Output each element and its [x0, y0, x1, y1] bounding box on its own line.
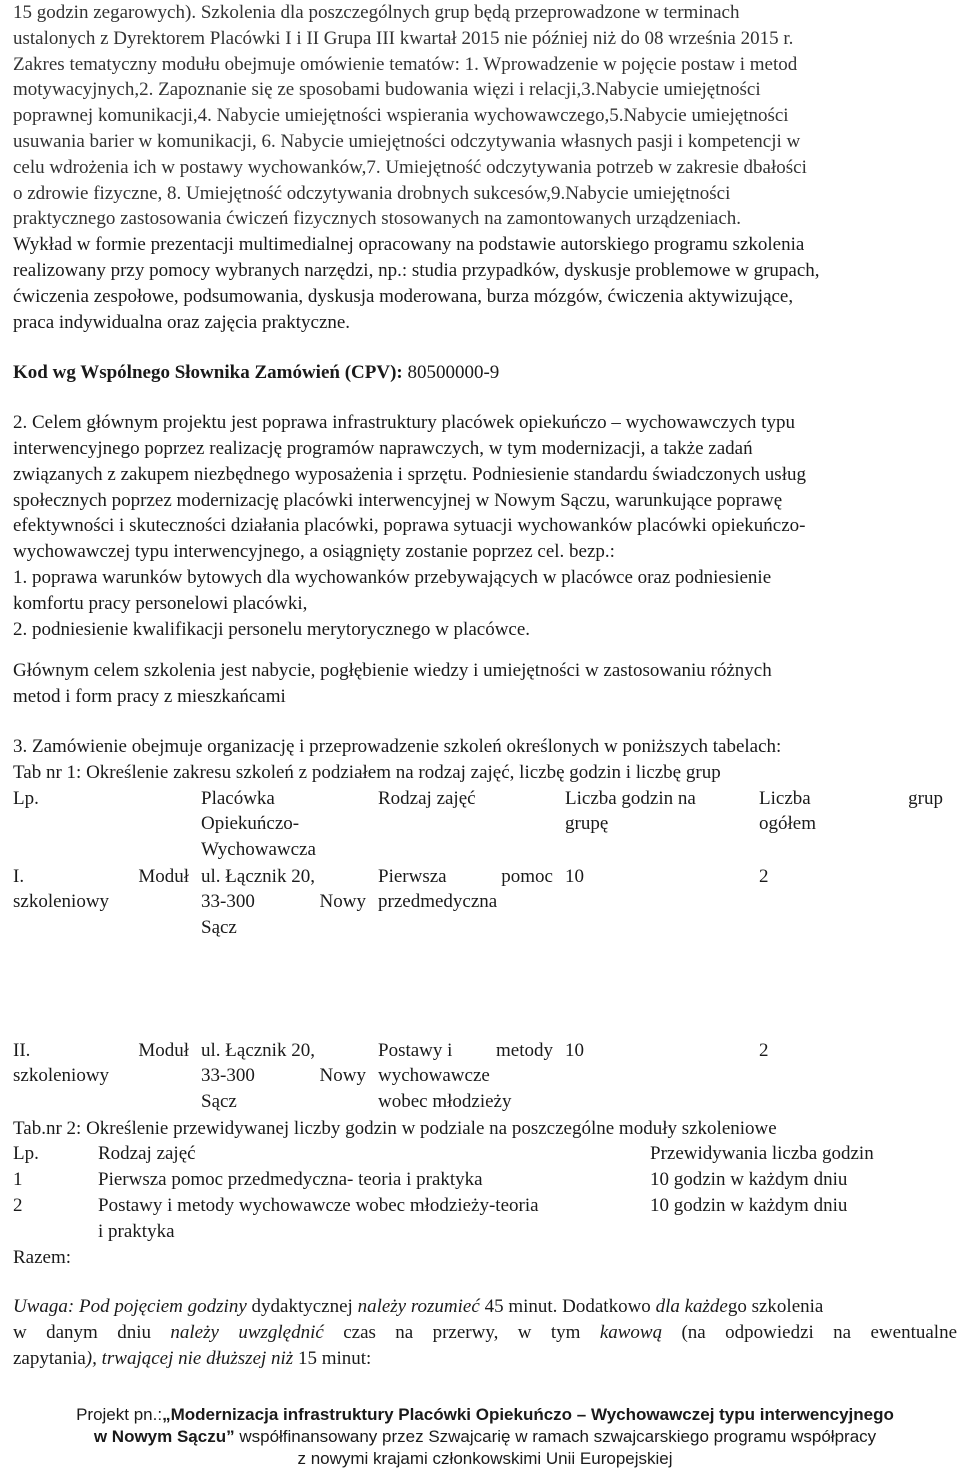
grup-cell: 2	[759, 865, 769, 887]
intro-line: 15 godzin zegarowych). Szkolenia dla poszczególnych grup będą przeprowadzone w terminach	[13, 2, 740, 23]
cell-text: Nowy	[319, 1065, 366, 1087]
section-3	[13, 734, 957, 786]
note-text: 45 minut. Dodatkowo	[479, 1296, 656, 1318]
intro-section	[13, 0, 957, 335]
section-2-line: społecznych poprzez modernizację placówki interwencyjnej w Nowym Sączu, warunkujące poprawę	[13, 489, 783, 511]
footer-line	[13, 1426, 957, 1448]
grup-cell: 2	[759, 1039, 769, 1061]
note-text: go szkolenia	[727, 1296, 824, 1318]
cell-text: 33-300	[201, 891, 255, 913]
table-1-header-row	[13, 786, 943, 864]
document-page	[13, 0, 957, 1468]
note-text: (na odpowiedzi na ewentualne	[662, 1322, 957, 1344]
address-cell	[201, 864, 378, 1038]
section-2-line: 2. podniesienie kwalifikacji personelu merytorycznego w placówce.	[13, 618, 531, 640]
cell-text: szkoleniowy	[13, 891, 110, 913]
table-2-caption: Tab.nr 2: Określenie przewidywanej liczby godzin w podziale na poszczególne moduły szkoleniowe	[13, 1117, 777, 1139]
header-grup	[759, 786, 943, 864]
cell-text: Postawy i	[378, 1039, 453, 1061]
cell-text: szkoleniowy	[13, 1065, 110, 1087]
godzin-cell: 10	[565, 1039, 584, 1061]
section-2-line: 2. Celem głównym projektu jest poprawa infrastruktury placówek opiekuńczo – wychowawczych typu	[13, 412, 795, 434]
header-text: Wychowawcza	[201, 839, 316, 861]
cell-text: ul. Łącznik 20,	[201, 1039, 315, 1061]
address-cell	[201, 1038, 378, 1116]
intro-line: realizowany przy pomocy wybranych narzędzi, np.: studia przypadków, dyskusje problemowe w grupach,	[13, 259, 820, 281]
note-paragraph	[13, 1294, 957, 1371]
cell-text: Pierwsza	[378, 865, 447, 887]
rodzaj-cell	[378, 1038, 565, 1116]
header-text: Liczba	[759, 787, 811, 809]
note-line	[13, 1320, 957, 1346]
cell-text: ul. Łącznik 20,	[201, 865, 315, 887]
header-text: grup	[908, 787, 943, 809]
footer-project-title: „Modernizacja infrastruktury Placówki Opiekuńczo – Wychowawczej typu interwencyjnego	[162, 1405, 894, 1424]
intro-line: celu wdrożenia ich w postawy wychowanków,7. Umiejętność odczytywania potrzeb w zakresie dbałości	[13, 156, 807, 178]
section-2-line: związanych z zakupem niezbędnego wyposażenia i sprzętu. Podniesienie standardu świadczonych usług	[13, 463, 806, 485]
section-2-line: wychowawczej typu interwencyjnego, a osiągnięty zostanie poprzez cel. bezp.:	[13, 541, 615, 563]
page-footer	[13, 1404, 957, 1470]
note-text: dydaktycznej	[246, 1296, 358, 1318]
cell-text: wobec młodzieży	[378, 1091, 512, 1113]
intro-line: Zakres tematyczny modułu obejmuje omówienie tematów: 1. Wprowadzenie w pojęcie postaw i metod	[13, 53, 798, 75]
cell-text: II.	[13, 1039, 31, 1061]
note-line	[13, 1346, 957, 1372]
note-text: w danym dniu	[13, 1322, 171, 1344]
intro-line: poprawnej komunikacji,4. Nabycie umiejętności wspierania wychowawczego,5.Nabycie umiejętności	[13, 105, 789, 127]
footer-line: z nowymi krajami członkowskimi Unii Europejskiej	[297, 1449, 673, 1468]
section-2	[13, 410, 957, 710]
cell-text: 33-300	[201, 1065, 255, 1087]
section-3-line: 3. Zamówienie obejmuje organizację i przeprowadzenie szkoleń określonych w poniższych tabelach:	[13, 735, 782, 757]
intro-line: ustalonych z Dyrektorem Placówki I i II Grupa III kwartał 2015 nie później niż do 08 września 2015 r.	[13, 27, 794, 49]
module-cell	[13, 864, 201, 1038]
header-placowka	[201, 786, 378, 864]
header-text: ogółem	[759, 813, 816, 835]
training-goal-line: metod i form pracy z mieszkańcami	[13, 686, 286, 708]
section-2-line: komfortu pracy personelowi placówki,	[13, 592, 308, 614]
note-text: zapytania	[13, 1347, 86, 1369]
cell-text: przedmedyczna	[378, 891, 498, 913]
cell-text: Moduł	[138, 1039, 189, 1061]
cell-text: Sącz	[201, 1091, 237, 1113]
footer-project-title: w Nowym Sączu”	[93, 1427, 235, 1446]
table-2	[13, 1141, 903, 1270]
cell-text: pomoc	[501, 865, 553, 887]
header-rodzaj: Rodzaj zajęć	[98, 1143, 196, 1165]
intro-line: praktycznego zastosowania ćwiczeń fizycznych stosowanych na zamontowanych urządzeniach.	[13, 208, 742, 230]
table-row	[13, 1193, 903, 1245]
intro-line: motywacyjnych,2. Zapoznanie się ze sposobami budowania więzi i relacji,3.Nabycie umiejętności	[13, 79, 761, 101]
cpv-label: Kod wg Wspólnego Słownika Zamówień (CPV):	[13, 362, 403, 384]
header-lp: Lp.	[13, 1143, 39, 1165]
footer-text: współfinansowany przez Szwajcarię w ramach szwajcarskiego programu współpracy	[234, 1427, 877, 1446]
footer-text: Projekt pn.:	[76, 1405, 163, 1424]
rodzaj-cell	[98, 1193, 650, 1245]
header-text: Liczba godzin na	[565, 787, 696, 809]
godzin-cell: 10 godzin w każdym dniu	[650, 1194, 848, 1216]
header-text: grupę	[565, 813, 609, 835]
rodzaj-cell	[378, 864, 565, 1038]
header-lp: Lp.	[13, 787, 39, 809]
cell-text: metody	[496, 1039, 553, 1061]
note-line	[13, 1294, 957, 1320]
section-2-line: 1. poprawa warunków bytowych dla wychowanków przebywających w placówce oraz podniesienie	[13, 566, 772, 588]
cell-text: wychowawcze	[378, 1065, 490, 1087]
intro-line: usuwania barier w komunikacji, 6. Nabycie umiejętności odczytywania własnych pasji i kompetencji w	[13, 130, 801, 152]
cpv-value: 80500000-9	[402, 362, 500, 384]
godzin-cell: 10	[565, 865, 584, 887]
cell-text: Sącz	[201, 917, 237, 939]
header-text: Opiekuńczo-	[201, 813, 300, 835]
intro-line: ćwiczenia zespołowe, podsumowania, dyskusja moderowana, burza mózgów, ćwiczenia aktywizujące,	[13, 285, 794, 307]
note-italic: Uwaga: Pod pojęciem godziny	[13, 1296, 247, 1318]
cell-text: Moduł	[138, 865, 189, 887]
intro-line: Wykład w formie prezentacji multimedialnej opracowany na podstawie autorskiego programu szkolenia	[13, 234, 805, 256]
section-2-line: efektywności i skuteczności działania placówki, poprawa sytuacji wychowanków placówki opiekuńczo-	[13, 515, 806, 537]
total-label: Razem:	[13, 1246, 72, 1268]
lp-cell: 2	[13, 1194, 23, 1216]
note-text: 15 minut:	[293, 1347, 372, 1369]
cell-text: I.	[13, 865, 25, 887]
training-goal-line: Głównym celem szkolenia jest nabycie, pogłębienie wiedzy i umiejętności w zastosowaniu różnych	[13, 660, 772, 682]
cpv-code	[13, 360, 957, 386]
table-1-caption: Tab nr 1: Określenie zakresu szkoleń z podziałem na rodzaj zajęć, liczbę godzin i liczbę grup	[13, 761, 721, 783]
table-2-total-row	[13, 1245, 903, 1271]
godzin-cell: 10 godzin w każdym dniu	[650, 1169, 848, 1191]
note-italic: kawową	[599, 1322, 663, 1344]
table-1	[13, 786, 943, 1116]
table-row	[13, 864, 943, 1038]
intro-line: o zdrowie fizyczne, 8. Umiejętność odczytywania drobnych sukcesów,9.Nabycie umiejętności	[13, 182, 731, 204]
note-italic: ), trwającej nie dłuższej niż	[85, 1347, 294, 1369]
module-cell	[13, 1038, 201, 1116]
footer-line	[13, 1404, 957, 1426]
header-text: Placówka	[201, 787, 275, 809]
table-row	[13, 1038, 943, 1116]
cell-text: Nowy	[319, 891, 366, 913]
header-rodzaj: Rodzaj zajęć	[378, 787, 476, 809]
section-2-line: interwencyjnego poprzez realizację programów naprawczych, w tym modernizacji, a także zadań	[13, 437, 753, 459]
table-row	[13, 1167, 903, 1193]
header-godzin	[565, 786, 759, 864]
header-godzin: Przewidywania liczba godzin	[650, 1143, 874, 1165]
cell-text: i praktyka	[98, 1220, 175, 1242]
intro-line: praca indywidualna oraz zajęcia praktyczne.	[13, 311, 351, 333]
note-text: czas na przerwy, w tym	[323, 1322, 600, 1344]
table-2-header-row	[13, 1141, 903, 1167]
note-italic: należy uwzględnić	[170, 1322, 324, 1344]
lp-cell: 1	[13, 1169, 23, 1191]
note-italic: należy rozumieć	[357, 1296, 480, 1318]
rodzaj-cell: Pierwsza pomoc przedmedyczna- teoria i praktyka	[98, 1169, 483, 1191]
note-italic: dla każde	[655, 1296, 728, 1318]
cell-text: Postawy i metody wychowawcze wobec młodzieży-teoria	[98, 1194, 539, 1216]
